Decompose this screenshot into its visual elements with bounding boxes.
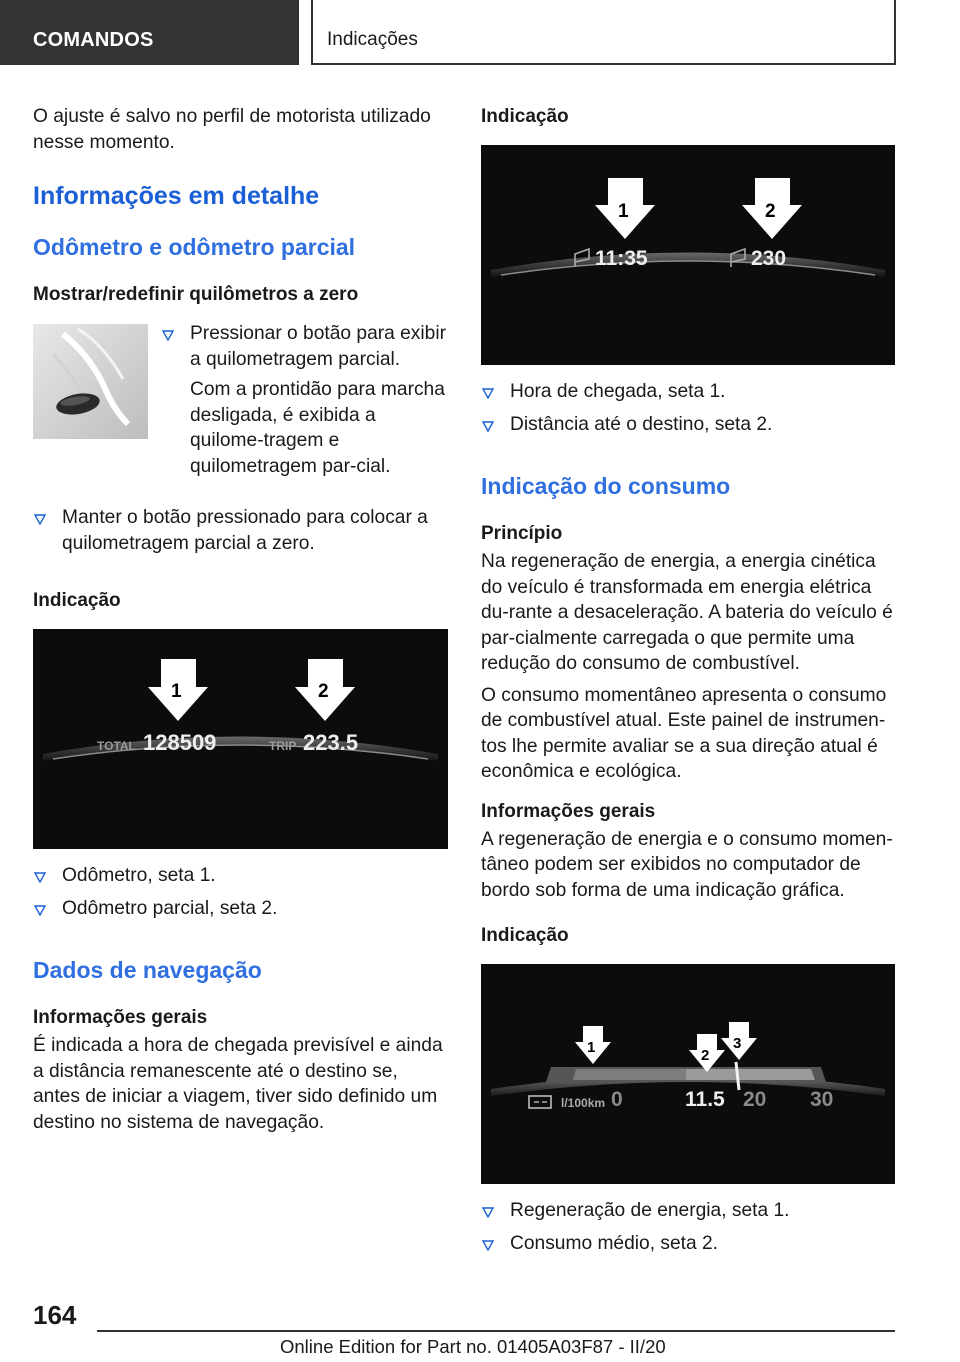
arrow-1-label: 1 xyxy=(618,201,629,222)
heading-nav: Dados de navegação xyxy=(33,957,262,983)
bullet-triangle-icon xyxy=(482,1206,494,1218)
bullet-triangle-icon xyxy=(34,871,46,883)
arrow-3-label: 3 xyxy=(733,1035,742,1052)
button-step-block xyxy=(33,321,448,499)
heading-general-left: Informações gerais xyxy=(33,1007,208,1028)
bullet-triangle-icon xyxy=(162,329,174,341)
trip-label: TRIP xyxy=(269,739,297,753)
general-text: A regeneração de energia e o consumo momen‐tâneo podem ser exibidos no computador de bordo sob forma de uma indicação gráfica. xyxy=(481,828,893,901)
step-press-note: Com a prontidão para marcha desligada, é exibida a quilome‐tragem e quilometragem par‐cial. xyxy=(190,379,445,477)
arrow-1-label: 1 xyxy=(587,1039,596,1056)
step-hold-text: Manter o botão pressionado para colocar a quilometragem parcial a zero. xyxy=(62,507,428,554)
battery-icon xyxy=(529,1096,551,1108)
principle-text: Na regeneração de energia, a energia cinética do veículo é transformada em energia elétrica du‐rante a desaceleração. A bateria do veículo é par‐cialmente carregada o que permite uma redução do consumo de combustível. xyxy=(481,551,893,674)
heading-indicacao-right: Indicação xyxy=(481,106,569,127)
trip-value: 223.5 xyxy=(303,730,359,755)
bullet-triangle-icon xyxy=(482,1239,494,1251)
arrival-time-value: 11:35 xyxy=(595,247,648,270)
heading-odometer: Odômetro e odômetro parcial xyxy=(33,234,356,260)
list-item-text: Hora de chegada, seta 1. xyxy=(510,381,726,402)
list-item-text: Odômetro parcial, seta 2. xyxy=(62,897,278,919)
heading-consumo: Indicação do consumo xyxy=(481,473,731,499)
consumption-display-figure xyxy=(481,964,895,1184)
right-column xyxy=(481,104,895,1256)
unit-label: l/100km xyxy=(561,1096,606,1110)
left-column xyxy=(33,104,448,1135)
consumption-display-graphic xyxy=(481,964,895,1184)
heading-indicacao-right-2: Indicação xyxy=(481,925,569,946)
navigation-display-graphic xyxy=(481,145,895,365)
current-consumption-value: 11.5 xyxy=(685,1088,725,1111)
arrow-1-label: 1 xyxy=(171,681,182,702)
arrow-2-label: 2 xyxy=(701,1047,710,1064)
step-hold xyxy=(33,505,448,556)
nav-text: É indicada a hora de chegada previsível e ainda a distância remanescente até o destino se, antes de iniciar a viagem, tiver sido definido um destino no sistema de navegação. xyxy=(33,1035,443,1133)
bullet-triangle-icon xyxy=(482,387,494,399)
consumption-text: O consumo momentâneo apresenta o consumo de combustível atual. Este painel de instrumen‐tos lhe permite avaliar se a sua direção atual é econômica e ecológica. xyxy=(481,684,887,782)
scale-tick-20: 20 xyxy=(743,1088,767,1111)
heading-general-right: Informações gerais xyxy=(481,800,656,822)
edition-text: Online Edition for Part no. 01405A03F87 - II/20 xyxy=(280,1336,666,1357)
odometer-display-graphic xyxy=(33,629,448,849)
chapter-tab: COMANDOS xyxy=(0,0,299,65)
bullet-triangle-icon xyxy=(34,513,46,525)
page-number: 164 xyxy=(33,1300,77,1330)
list-item xyxy=(481,1198,895,1224)
step-press-text: Pressionar o botão para exibir a quilometragem parcial. xyxy=(190,323,446,370)
heading-show-reset: Mostrar/redefinir quilômetros a zero xyxy=(33,284,359,305)
list-item xyxy=(481,412,895,438)
list-item xyxy=(33,863,448,889)
footer-divider xyxy=(97,1330,895,1332)
navigation-display-figure xyxy=(481,145,895,365)
total-value: 128509 xyxy=(143,730,217,755)
section-tab: Indicações xyxy=(311,0,896,65)
arrow-2-label: 2 xyxy=(318,681,329,702)
distance-value: 230 xyxy=(751,247,787,270)
scale-tick-30: 30 xyxy=(810,1088,834,1111)
list-item-text: Consumo médio, seta 2. xyxy=(510,1232,718,1254)
heading-details: Informações em detalhe xyxy=(33,182,320,210)
list-item xyxy=(481,379,895,405)
list-item xyxy=(481,1231,895,1257)
list-item-text: Regeneração de energia, seta 1. xyxy=(510,1200,790,1221)
scale-tick-0: 0 xyxy=(611,1088,623,1111)
bullet-triangle-icon xyxy=(482,420,494,432)
heading-principio: Princípio xyxy=(481,523,563,544)
bullet-triangle-icon xyxy=(34,904,46,916)
list-item xyxy=(33,896,448,922)
list-item-text: Odômetro, seta 1. xyxy=(62,865,216,886)
total-label: TOTAL xyxy=(97,739,136,753)
list-item-text: Distância até o destino, seta 2. xyxy=(510,413,773,435)
step-press xyxy=(161,321,451,479)
odometer-button-image xyxy=(33,324,148,439)
odometer-display-figure xyxy=(33,629,448,849)
arrow-2-label: 2 xyxy=(765,201,776,222)
heading-indicacao-left: Indicação xyxy=(33,590,121,611)
intro-text: O ajuste é salvo no perfil de motorista utilizado nesse momento. xyxy=(33,106,431,153)
